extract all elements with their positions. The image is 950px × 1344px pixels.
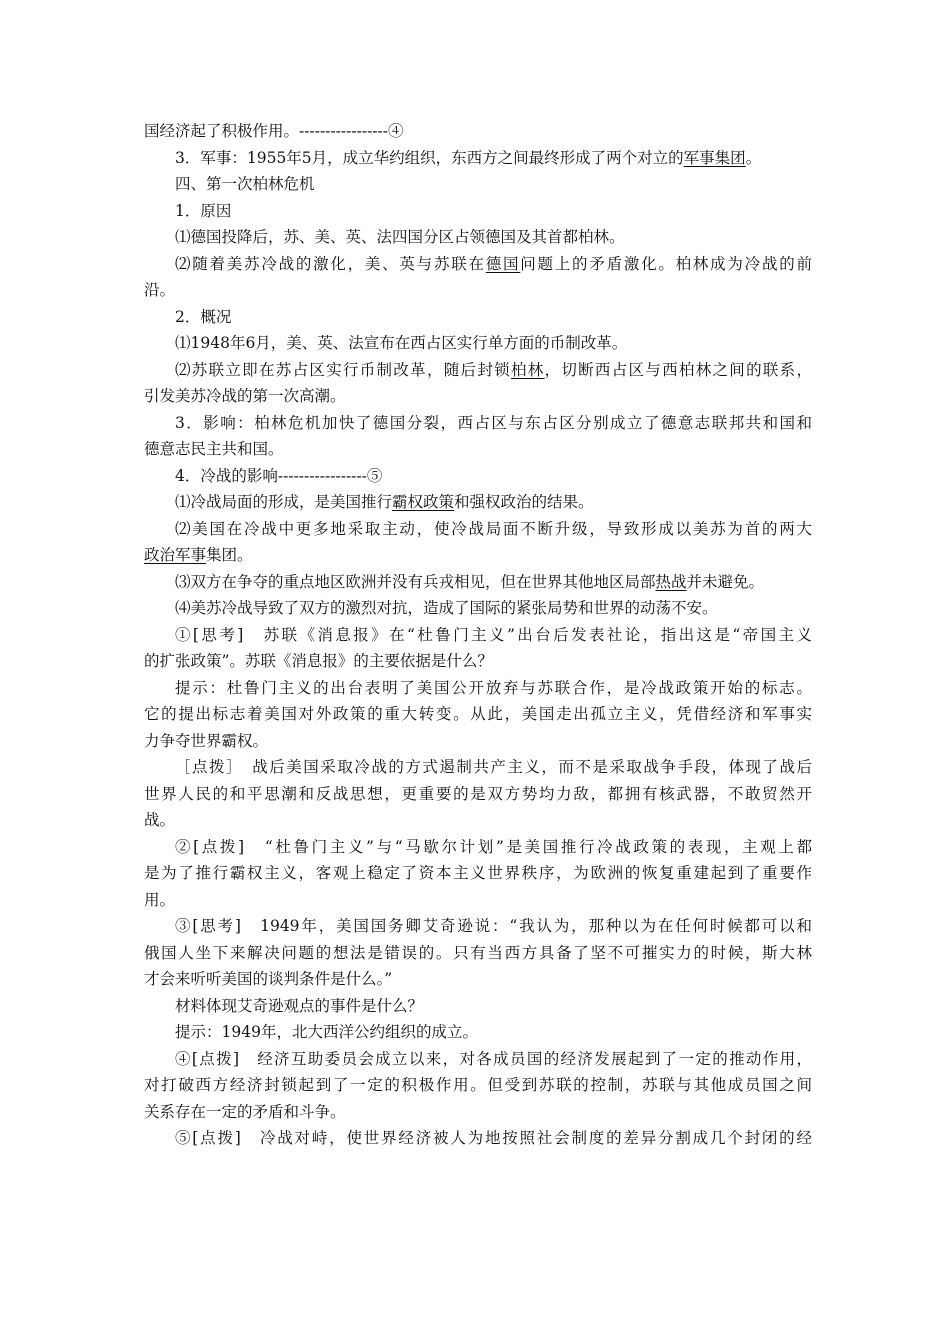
text-segment: 世界人民的和平思潮和反战思想，更重要的是双方势均力敌，都拥有核武器，不敢贸然开	[144, 784, 812, 803]
text-segment: 关系存在一定的矛盾和斗争。	[144, 1102, 346, 1121]
text-segment: 材料体现艾奇逊观点的事件是什么？	[175, 996, 424, 1015]
text-line	[144, 860, 812, 887]
text-segment: ⑷美苏冷战导致了双方的激烈对抗，造成了国际的紧张局势和世界的动荡不安。	[175, 599, 718, 617]
text-line	[144, 542, 812, 569]
text-line	[144, 1125, 812, 1152]
text-segment: ⑵美国在冷战中更多地采取主动，使冷战局面不断升级，导致形成以美苏为首的两大	[175, 519, 812, 538]
text-line	[144, 966, 812, 993]
text-line	[144, 675, 812, 702]
text-line	[144, 701, 812, 728]
text-segment: ⑵苏联立即在苏占区实行币制改革，随后封锁	[175, 360, 511, 379]
text-line	[144, 463, 812, 490]
text-segment: 沿。	[144, 281, 176, 299]
underlined-term: 热战	[655, 572, 687, 591]
text-line	[144, 145, 812, 172]
text-segment: 对打破西方经济封锁起到了一定的积极作用。但受到苏联的控制，苏联与其他成员国之间	[144, 1076, 812, 1094]
text-line	[144, 410, 812, 437]
text-segment: ③[思考] 1949年，美国国务卿艾奇逊说：“我认为，那种以为在任何时候都可以和	[175, 917, 812, 935]
text-segment: 力争夺世界霸权。	[144, 731, 269, 750]
text-segment: ⑤[点拨] 冷战对峙，使世界经济被人为地按照社会制度的差异分割成几个封闭的经	[175, 1129, 812, 1147]
text-segment: 国经济起了积极作用。-----------------④	[144, 122, 404, 140]
text-segment: 问题上的矛盾激化。柏林成为冷战的前	[520, 254, 812, 273]
text-segment: ⑵随着美苏冷战的激化，美、英与苏联在	[175, 254, 486, 273]
text-line	[144, 171, 812, 198]
underlined-term: 柏林	[510, 360, 545, 379]
text-segment: 提示：杜鲁门主义的出台表明了美国公开放弃与苏联合作，是冷战政策开始的标志。	[175, 678, 812, 697]
text-line	[144, 1019, 812, 1046]
text-segment: 。	[745, 148, 762, 167]
text-segment: 是为了推行霸权主义，客观上稳定了资本主义世界秩序，为欧洲的恢复重建起到了重要作	[144, 864, 812, 882]
text-segment: ⑴德国投降后，苏、美、英、法四国分区占领德国及其首都柏林。	[175, 228, 625, 246]
text-segment: ，切断西占区与西柏林之间的联系，	[544, 360, 812, 379]
text-segment: 1．原因	[175, 201, 232, 220]
text-line	[144, 648, 812, 675]
text-segment: 俄国人坐下来解决问题的想法是错误的。只有当西方具备了坚不可摧实力的时候，斯大林	[144, 943, 812, 962]
text-line	[144, 940, 812, 967]
text-line	[144, 622, 812, 649]
text-line	[144, 198, 812, 225]
text-line	[144, 436, 812, 463]
text-segment: 和强权政治的结果。	[454, 493, 594, 511]
text-segment: 它的提出标志着美国对外政策的重大转变。从此，美国走出孤立主义，凭借经济和军事实	[144, 705, 812, 723]
text-line	[144, 807, 812, 834]
text-segment: ［点拨］ 战后美国采取冷战的方式遏制共产主义，而不是采取战争手段，体现了战后	[175, 758, 812, 776]
text-line	[144, 595, 812, 622]
document-body	[144, 118, 812, 1152]
text-line	[144, 383, 812, 410]
text-line	[144, 224, 812, 251]
text-line	[144, 993, 812, 1020]
text-segment: ⑶双方在争夺的重点地区欧洲并没有兵戎相见，但在世界其他地区局部	[175, 572, 656, 591]
underlined-term: 霸权政策	[392, 493, 455, 511]
text-segment: 德意志民主共和国。	[144, 440, 284, 458]
text-segment: 战。	[144, 811, 176, 829]
text-segment: 引发美苏冷战的第一次高潮。	[144, 387, 346, 405]
text-segment: 四、第一次柏林危机	[175, 175, 315, 193]
text-line	[144, 728, 812, 755]
text-segment: 的扩张政策”。苏联《消息报》的主要依据是什么？	[144, 652, 493, 670]
text-line	[144, 754, 812, 781]
text-line	[144, 887, 812, 914]
text-segment: 提示：1949年，北大西洋公约组织的成立。	[175, 1023, 478, 1041]
text-line	[144, 330, 812, 357]
text-line	[144, 251, 812, 278]
text-segment: ①[思考] 苏联《消息报》在“杜鲁门主义”出台后发表社论，指出这是“帝国主义	[175, 625, 812, 644]
text-segment: 并未避免。	[686, 572, 765, 591]
text-segment: 用。	[144, 890, 176, 909]
text-line	[144, 118, 812, 145]
text-line	[144, 489, 812, 516]
text-segment: 3．军事：1955年5月，成立华约组织，东西方之间最终形成了两个对立的	[175, 148, 684, 167]
text-line	[144, 834, 812, 861]
text-segment: 集团。	[206, 546, 253, 564]
text-line	[144, 781, 812, 808]
text-segment: 2．概况	[175, 307, 232, 326]
text-line	[144, 277, 812, 304]
text-line	[144, 1046, 812, 1073]
text-segment: 3．影响：柏林危机加快了德国分裂，西占区与东占区分别成立了德意志联邦共和国和	[175, 413, 812, 432]
underlined-term: 军事集团	[683, 148, 746, 167]
text-segment: 4．冷战的影响-----------------⑤	[175, 466, 383, 485]
underlined-term: 德国	[485, 254, 521, 273]
text-line	[144, 913, 812, 940]
text-line	[144, 304, 812, 331]
text-line	[144, 1099, 812, 1126]
text-segment: ②[点拨] “杜鲁门主义”与“马歇尔计划”是美国推行冷战政策的表现，主观上都	[175, 837, 812, 856]
text-segment: 才会来听听美国的谈判条件是什么。”	[144, 970, 393, 988]
text-segment: ⑴1948年6月，美、英、法宣布在西占区实行单方面的币制改革。	[175, 334, 628, 352]
text-segment: ⑴冷战局面的形成，是美国推行	[175, 493, 393, 511]
text-line	[144, 357, 812, 384]
text-segment: ④[点拨] 经济互助委员会成立以来，对各成员国的经济发展起到了一定的推动作用，	[175, 1049, 812, 1068]
text-line	[144, 1072, 812, 1099]
underlined-term: 政治军事	[144, 546, 207, 564]
text-line	[144, 569, 812, 596]
text-line	[144, 516, 812, 543]
